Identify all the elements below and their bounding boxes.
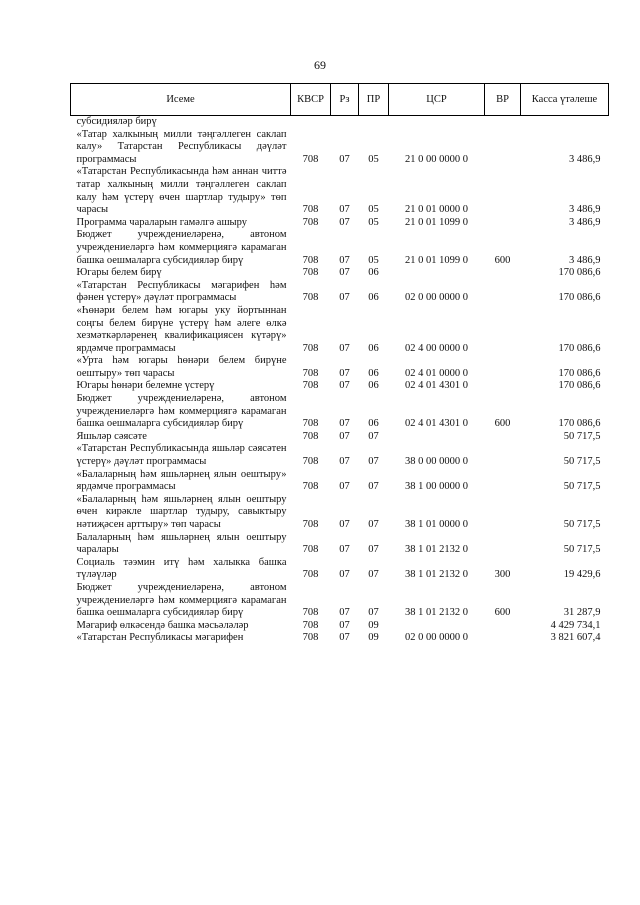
row-pr-cell (359, 116, 389, 129)
row-name-cell: «Татар халкының милли тәңгәллеген саклап калу» Татарстан Республикасы дәүләт программасы (76, 128, 287, 165)
table-row (71, 431, 609, 444)
row-name-cell: Балаларның һәм яшьләрнең ялын оештыру чаралары (76, 531, 287, 556)
table-row (71, 267, 609, 280)
table-row (71, 494, 609, 532)
row-csr-cell: 38 1 01 0000 0 (405, 519, 468, 530)
row-kassa-cell: 50 717,5 (563, 544, 601, 556)
header-name: Исеме (71, 84, 291, 116)
table-row (71, 380, 609, 393)
row-csr-cell: 02 0 00 0000 0 (405, 292, 468, 304)
row-vr-cell: 600 (494, 607, 511, 619)
table-row (71, 532, 609, 557)
row-pr-cell: 09 (368, 632, 379, 644)
table-row (71, 280, 609, 305)
table-row (71, 632, 609, 645)
row-rz-cell: 07 (339, 204, 350, 216)
row-pr-cell: 09 (368, 619, 379, 631)
row-vr-cell (485, 380, 521, 393)
row-kassa-cell: 170 086,6 (558, 418, 601, 430)
row-csr-cell: 38 0 00 0000 0 (405, 456, 468, 468)
row-kvsr-cell: 708 (302, 254, 319, 266)
row-rz-cell: 07 (339, 430, 350, 442)
row-rz-cell: 07 (339, 380, 350, 392)
row-vr-cell (485, 129, 521, 167)
budget-table (70, 83, 609, 645)
header-kassa: Касса үтәлеше (521, 84, 609, 116)
row-kassa-cell: 170 086,6 (558, 292, 601, 304)
row-vr-cell (485, 620, 521, 633)
row-pr-cell: 05 (368, 254, 379, 266)
row-kvsr-cell: 708 (302, 481, 319, 493)
row-name-cell: субсидияләр бирү (76, 116, 157, 127)
row-rz-cell: 07 (339, 619, 350, 631)
row-csr-cell: 38 1 01 2132 0 (405, 607, 468, 619)
row-kvsr-cell: 708 (302, 456, 319, 468)
row-csr-cell: 02 0 00 0000 0 (405, 632, 468, 644)
header-csr: ЦСР (389, 84, 485, 116)
row-csr-cell: 38 1 01 2132 0 (405, 544, 468, 556)
table-row (71, 620, 609, 633)
row-rz-cell: 07 (339, 216, 350, 228)
row-rz-cell: 07 (339, 367, 350, 379)
row-csr-cell: 38 1 01 2132 0 (405, 569, 468, 581)
table-row (71, 129, 609, 167)
row-pr-cell: 07 (368, 569, 379, 581)
table-row (71, 582, 609, 620)
table-row (71, 557, 609, 582)
row-kassa-cell: 50 717,5 (563, 430, 601, 442)
row-vr-cell (485, 632, 521, 645)
table-row (71, 469, 609, 494)
row-pr-cell: 07 (368, 430, 379, 442)
table-row (71, 166, 609, 216)
row-kvsr-cell: 708 (302, 367, 319, 379)
row-name-cell: «Татарстан Республикасы мәгарифен (76, 632, 244, 644)
row-csr-cell: 02 4 01 0000 0 (405, 367, 468, 379)
row-vr-cell (485, 469, 521, 494)
row-kassa-cell (521, 116, 609, 129)
row-kassa-cell: 3 486,9 (569, 254, 601, 266)
row-rz-cell: 07 (339, 456, 350, 468)
row-vr-cell (485, 443, 521, 468)
row-csr-cell (389, 116, 485, 129)
row-kvsr-cell: 708 (302, 342, 319, 354)
table-row (71, 393, 609, 431)
row-kassa-cell: 50 717,5 (563, 456, 601, 468)
row-name-cell: «Урта һәм югары һөнәри белем бирүне оештыру» төп чарасы (76, 355, 287, 379)
row-kassa-cell: 50 717,5 (563, 481, 601, 493)
row-pr-cell: 07 (368, 481, 379, 493)
row-vr-cell (485, 280, 521, 305)
row-csr-cell (389, 620, 485, 633)
row-name-cell: «Балаларның һәм яшьләрнең ялын оештыру өчен кирәкле шартлар тудыру, савыктыру нәтиҗәсен арттыру» төп чарасы (76, 493, 287, 530)
row-rz-cell: 07 (339, 519, 350, 530)
row-kassa-cell: 170 086,6 (558, 342, 601, 354)
row-csr-cell (389, 267, 485, 280)
row-csr-cell: 02 4 01 4301 0 (405, 418, 468, 430)
row-rz-cell: 07 (339, 292, 350, 304)
row-rz-cell: 07 (339, 544, 350, 556)
row-vr-cell (485, 431, 521, 444)
row-kvsr-cell: 708 (302, 380, 319, 392)
row-kassa-cell: 3 486,9 (569, 204, 601, 216)
row-name-cell: Яшьләр сәясәте (76, 430, 147, 442)
row-rz-cell: 07 (339, 481, 350, 493)
row-rz-cell: 07 (339, 342, 350, 354)
row-kassa-cell: 19 429,6 (563, 569, 601, 581)
row-kvsr-cell (291, 116, 331, 129)
header-pr: ПР (359, 84, 389, 116)
row-vr-cell: 600 (494, 418, 511, 430)
row-rz-cell: 07 (339, 418, 350, 430)
row-kvsr-cell: 708 (302, 204, 319, 216)
row-pr-cell: 07 (368, 544, 379, 556)
row-csr-cell: 38 1 00 0000 0 (405, 481, 468, 493)
table-row (71, 116, 609, 129)
row-name-cell: Югары белем бирү (76, 267, 162, 279)
row-name-cell: Бюджет учреждениеләренә, автоном учреждениеләргә һәм коммерциягә карамаган башка оешмаларга субсидияләр бирү (76, 581, 287, 619)
row-pr-cell: 07 (368, 456, 379, 468)
row-pr-cell: 07 (368, 519, 379, 530)
table-header-row (71, 84, 609, 116)
row-vr-cell (485, 166, 521, 216)
row-kvsr-cell: 708 (302, 519, 319, 530)
row-name-cell: Бюджет учреждениеләренә, автоном учреждениеләргә һәм коммерциягә карамаган башка оешмаларга субсидияләр бирү (76, 229, 287, 266)
row-kvsr-cell: 708 (302, 430, 319, 442)
table-row (71, 443, 609, 468)
row-kassa-cell: 31 287,9 (563, 607, 601, 619)
row-kassa-cell: 3 821 607,4 (550, 632, 601, 644)
row-rz-cell: 07 (339, 632, 350, 644)
row-pr-cell: 05 (368, 216, 379, 228)
row-kassa-cell: 3 486,9 (569, 153, 601, 165)
row-vr-cell: 300 (494, 569, 511, 581)
header-vr: ВР (485, 84, 521, 116)
row-csr-cell: 21 0 01 1099 0 (405, 254, 468, 266)
row-kvsr-cell: 708 (302, 632, 319, 644)
row-rz-cell: 07 (339, 267, 350, 279)
table-row (71, 305, 609, 355)
row-vr-cell (485, 355, 521, 380)
row-pr-cell: 06 (368, 292, 379, 304)
header-rz: Рз (331, 84, 359, 116)
row-name-cell: Югары һөнәри белемне үстерү (76, 380, 215, 392)
row-kassa-cell: 4 429 734,1 (550, 619, 601, 631)
row-vr-cell (485, 267, 521, 280)
row-pr-cell: 06 (368, 342, 379, 354)
row-pr-cell: 06 (368, 267, 379, 279)
row-csr-cell: 21 0 01 1099 0 (405, 216, 468, 228)
row-name-cell: «Татарстан Республикасында яшьләр сәясәтен үстерү» дәүләт программасы (76, 443, 287, 468)
table-row (71, 217, 609, 230)
row-vr-cell (485, 217, 521, 230)
row-name-cell: Программа чараларын гамәлгә ашыру (76, 216, 247, 228)
row-kvsr-cell: 708 (302, 544, 319, 556)
row-kvsr-cell: 708 (302, 216, 319, 228)
row-kassa-cell: 170 086,6 (558, 267, 601, 279)
row-rz-cell: 07 (339, 607, 350, 619)
row-kvsr-cell: 708 (302, 153, 319, 165)
row-pr-cell: 05 (368, 204, 379, 216)
row-csr-cell: 02 4 00 0000 0 (405, 342, 468, 354)
row-name-cell: «Татарстан Республикасында һәм аннан читтә татар халкының милли тәңгәллеген саклап калу һәм үстерү өчен шартлар тудыру» төп чарасы (76, 166, 287, 216)
row-vr-cell (485, 305, 521, 355)
table-row (71, 229, 609, 267)
row-kvsr-cell: 708 (302, 292, 319, 304)
row-vr-cell (485, 494, 521, 532)
row-kassa-cell: 3 486,9 (569, 216, 601, 228)
row-vr-cell (485, 532, 521, 557)
row-csr-cell (389, 431, 485, 444)
row-vr-cell: 600 (494, 254, 511, 266)
row-kassa-cell: 170 086,6 (558, 380, 601, 392)
row-name-cell: Бюджет учреждениеләренә, автоном учреждениеләргә һәм коммерциягә карамаган башка оешмаларга субсидияләр бирү (76, 393, 287, 430)
row-kassa-cell: 170 086,6 (558, 367, 601, 379)
row-name-cell: «Һөнәри белем һәм югары уку йортыннан соңгы белем бирүне үстерү һәм әлеге өлкә хезмәткәрләренең квалификациясен күтәрү» ярдәмче программасы (76, 304, 287, 354)
row-pr-cell: 07 (368, 607, 379, 619)
row-name-cell: Социаль тәэмин итү һәм халыкка башка түләүләр (76, 556, 287, 581)
row-name-cell: Мәгариф өлкәсендә башка мәсьәләләр (76, 619, 249, 631)
row-csr-cell: 02 4 01 4301 0 (405, 380, 468, 392)
row-kassa-cell: 50 717,5 (563, 519, 601, 530)
row-kvsr-cell: 708 (302, 607, 319, 619)
header-kvsr: КВСР (291, 84, 331, 116)
row-rz-cell (331, 116, 359, 129)
row-pr-cell: 05 (368, 153, 379, 165)
row-csr-cell: 21 0 01 0000 0 (405, 204, 468, 216)
row-kvsr-cell: 708 (302, 619, 319, 631)
row-kvsr-cell: 708 (302, 569, 319, 581)
table-row (71, 355, 609, 380)
row-pr-cell: 06 (368, 418, 379, 430)
row-pr-cell: 06 (368, 380, 379, 392)
row-kvsr-cell: 708 (302, 267, 319, 279)
row-rz-cell: 07 (339, 254, 350, 266)
row-pr-cell: 06 (368, 367, 379, 379)
row-rz-cell: 07 (339, 569, 350, 581)
row-csr-cell: 21 0 00 0000 0 (405, 153, 468, 165)
row-name-cell: «Татарстан Республикасы мәгарифен һәм фәнен үстерү» дәүләт программасы (76, 279, 287, 304)
page-number: 69 (314, 58, 326, 72)
row-name-cell: «Балаларның һәм яшьләрнең ялын оештыру» ярдәмче программасы (76, 468, 287, 493)
row-rz-cell: 07 (339, 153, 350, 165)
row-kvsr-cell: 708 (302, 418, 319, 430)
row-vr-cell (485, 116, 521, 129)
